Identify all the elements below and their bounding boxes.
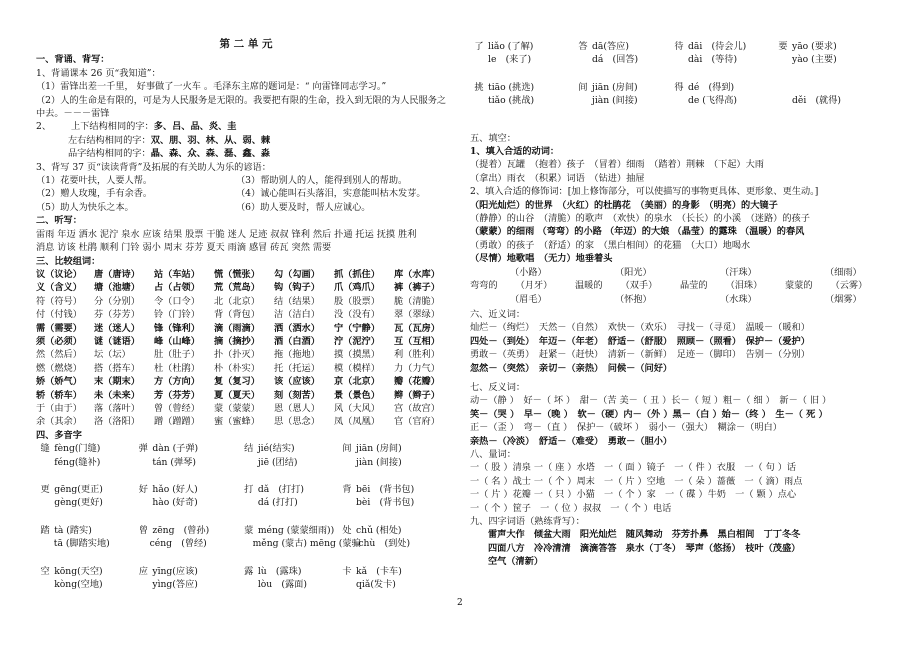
polyphone-char: 了: [474, 41, 484, 52]
compare-cell: 分（分别）: [94, 295, 140, 307]
compare-cell: 翠（翠绿）: [394, 309, 440, 321]
section-compare-heading: 三、比较组词：: [36, 255, 101, 267]
polyphone-char: [338, 578, 356, 591]
polyphone-reading: jiān (房间): [356, 443, 402, 455]
polyphone-char: 打: [244, 484, 254, 495]
polyphone-reading: dá (回答): [592, 54, 639, 66]
polyphone-reading: dǎ (打打): [257, 484, 304, 495]
polyphone-row: [36, 578, 456, 591]
word-grid-cell: （眉毛）: [510, 293, 547, 305]
structure-chars: 双、朋、羽、林、从、弱、棘: [150, 134, 271, 146]
polyphone-reading: měng (蒙古) mēng (蒙骗: [252, 538, 361, 550]
compare-row: [36, 322, 456, 335]
compare-cell: 慌（慌张）: [214, 268, 260, 280]
compare-table: [36, 268, 456, 429]
text-line: （提着）瓦罐 （抱着）孩子 （冒着）细雨 （踏着）荆棘 （下起）大雨: [470, 159, 764, 171]
item-number: 2、: [36, 121, 52, 133]
compare-cell: 泞（泥泞）: [334, 335, 380, 347]
compare-cell: 然（然后）: [36, 349, 82, 361]
right-column: [470, 40, 890, 569]
word-grid-cell: （云雾）: [830, 280, 868, 292]
compare-cell: 方（方向）: [154, 376, 200, 388]
compare-cell: 互（互相）: [394, 335, 440, 347]
compare-cell: 刻（刻苦）: [274, 389, 320, 401]
compare-cell: 于（由于）: [36, 402, 82, 414]
compare-cell: 酒（白酒）: [274, 335, 320, 347]
polyphone-reading: lòu (露面): [257, 579, 307, 591]
polyphone-reading: zēng (曾孙): [152, 524, 210, 536]
polyphone-char: 背: [342, 484, 352, 495]
compare-cell: 扑（扑灭）: [214, 349, 260, 361]
section-measure-heading: 八、量词：: [470, 448, 516, 460]
word-grid-cell: 弯弯的: [470, 280, 498, 292]
compare-row: [36, 268, 456, 281]
compare-cell: 芳（芬芳）: [154, 389, 200, 401]
polyphone-char: [470, 53, 488, 66]
polyphone-reading: tā (脚踏实地): [53, 538, 110, 550]
polyphone-reading: féng(缝补): [54, 456, 101, 468]
compare-cell: 娇（娇气）: [36, 376, 82, 388]
page-number: 2: [457, 598, 463, 608]
left-column: [36, 38, 456, 605]
antonym-line: 正－（歪 ） 弯－（直 ） 保护－（破坏 ） 弱小－（强大） 糊涂－（明白）: [470, 422, 782, 434]
compare-cell: 恩（恩人）: [274, 402, 320, 414]
compare-cell: 没（没有）: [334, 309, 380, 321]
proverb: （6）助人要及时，帮人应诚心。: [236, 201, 371, 213]
polyphone-char: 曾: [138, 524, 148, 536]
compare-cell: 迷（迷人）: [94, 322, 140, 334]
compare-cell: 铃（门铃）: [154, 309, 200, 321]
compare-cell: 瓦（瓦房）: [394, 322, 440, 334]
compare-cell: 风（大风）: [334, 402, 380, 414]
text-line: （1）雷锋出差一千里， 好事做了一火车 。毛泽东主席的题词是：“ 向雷锋同志学习。”: [36, 81, 387, 93]
compare-cell: 模（模样）: [334, 362, 380, 374]
text-line: （静静）的山谷 （清脆）的歌声 （欢快）的泉水 （长长）的小溪 （迷路）的孩子: [470, 213, 810, 225]
compare-cell: 利（胜利）: [394, 349, 440, 361]
compare-cell: 景（景色）: [334, 389, 380, 401]
compare-cell: 唐（唐诗）: [94, 268, 140, 280]
compare-cell: 抓（抓住）: [334, 268, 380, 280]
compare-cell: 义（含义）: [36, 282, 82, 294]
compare-cell: 爪（鸡爪）: [334, 282, 380, 294]
polyphone-char: [774, 81, 792, 94]
proverb-list: [36, 174, 456, 214]
compare-cell: 托（托运）: [274, 362, 320, 374]
polyphone-table-continued: [470, 40, 890, 120]
polyphone-char: 得: [674, 81, 684, 93]
polyphone-reading: dé (得到): [688, 81, 735, 93]
polyphone-char: [774, 94, 792, 107]
text-line: 中去。－－－雷锋: [36, 108, 110, 120]
compare-cell: 力（力气）: [394, 362, 440, 374]
compare-cell: 夏（夏天）: [214, 389, 260, 401]
section-polyphone-heading: 四、多音字: [36, 429, 82, 441]
section-dictation-heading: 二、听写：: [36, 215, 82, 227]
structure-line: [36, 134, 456, 147]
compare-cell: 末（期末）: [94, 376, 140, 388]
compare-cell: 谜（谜语）: [94, 335, 140, 347]
polyphone-char: [36, 456, 54, 469]
polyphone-group: [36, 442, 456, 481]
structure-label: 上下结构相同的字：: [71, 121, 154, 133]
polyphone-char: 露: [244, 565, 254, 577]
compare-row: [36, 375, 456, 388]
modifier-heading: 2、填入合适的修饰词：[加上修饰部分，可以使描写的事物更具体、更形象、更生动。]: [470, 186, 819, 198]
compare-cell: 裤（裤子）: [394, 282, 440, 294]
compare-cell: 落（落叶）: [94, 402, 140, 414]
word-grid-cell: （怀抱）: [615, 293, 652, 305]
compare-cell: 肚（肚子）: [154, 349, 200, 361]
compare-cell: 余（其余）: [36, 416, 82, 428]
polyphone-row: [470, 40, 890, 53]
compare-cell: 瓣（花瓣）: [394, 376, 440, 388]
proverb: （1）花要叶扶，人要人帮。: [36, 175, 153, 187]
compare-cell: 杜（杜鹃）: [154, 362, 200, 374]
polyphone-reading: bèi (背书包): [356, 497, 415, 509]
text-line: （尽情）地歌唱 （无力）地垂着头: [470, 253, 613, 265]
word-grid-cell: （双手）: [620, 280, 658, 292]
polyphone-reading: kǎ (卡车): [356, 565, 402, 577]
compare-cell: 轿（轿车）: [36, 389, 82, 401]
word-grid-row: [470, 279, 890, 292]
polyphone-char: [574, 94, 592, 107]
compare-cell: 峰（山峰）: [154, 335, 200, 347]
polyphone-reading: bēi (背书包): [356, 484, 415, 495]
antonym-line: 笑－（哭 ） 早－（晚 ） 软－（硬）内－（外 ）黑－（白 ）始－（终 ） 生－（ 死 ）: [470, 408, 828, 420]
idiom-line: 空气（清新）: [488, 556, 544, 568]
antonym-line: 动－（静 ） 好－（ 坏 ） 甜－（苦 美－（ 丑 ）长－（ 短 ）粗－（ 细 ） 新－（ 旧 ）: [470, 395, 832, 407]
structure-chars: 多、吕、品、炎、圭: [153, 121, 237, 133]
compare-cell: 洒（洒水）: [274, 322, 320, 334]
polyphone-reading: jiàn (间接): [356, 456, 402, 468]
compare-cell: 背（背包）: [214, 309, 260, 321]
compare-row: [36, 389, 456, 402]
polyphone-reading: tán (弹琴): [152, 456, 196, 468]
polyphone-row: [36, 483, 456, 496]
polyphone-row: [470, 81, 890, 94]
compare-row: [36, 308, 456, 321]
synonym-line: 忽然－（突然） 亲切－（亲热） 问候－（问好）: [470, 362, 673, 374]
polyphone-reading: tiāo (挑选): [488, 81, 535, 93]
polyphone-char: 更: [40, 484, 50, 495]
polyphone-char: 空: [40, 565, 50, 577]
compare-cell: 拖（拖地）: [274, 349, 320, 361]
polyphone-group: [36, 483, 456, 522]
polyphone-row: [470, 53, 890, 66]
polyphone-char: 缝: [40, 443, 50, 455]
polyphone-group: [36, 565, 456, 604]
compare-row: [36, 335, 456, 348]
compare-cell: 结（结果）: [274, 295, 320, 307]
polyphone-reading: [792, 81, 884, 94]
polyphone-reading: qiǎ(发卡): [356, 579, 396, 591]
dictation-line: 消息 访该 杜鹃 顺利 门铃 弱小 周末 芬芳 夏天 雨滴 感冒 砖瓦 突然 需要: [36, 242, 332, 254]
compare-cell: 辫（辫子）: [394, 389, 440, 401]
compare-cell: 宁（宁静）: [334, 322, 380, 334]
polyphone-char: 踏: [40, 524, 50, 536]
polyphone-reading: yào (主要): [792, 54, 837, 66]
polyphone-reading: hǎo (好人): [152, 484, 198, 495]
polyphone-reading: dāi (待会儿): [688, 41, 747, 52]
compare-row: [36, 402, 456, 415]
compare-row: [36, 415, 456, 428]
text-line: （拿出）雨衣 （积累）词语 （钻进）抽屉: [470, 172, 645, 184]
compare-cell: 芬（芬芳）: [94, 309, 140, 321]
polyphone-char: 待: [674, 41, 684, 52]
compare-cell: 北（北京）: [214, 295, 260, 307]
synonym-line: 灿烂－（绚烂） 天然－（自然） 欢快－（欢乐） 寻找－（寻觅） 温暖－（暖和）: [470, 322, 810, 334]
polyphone-row: [36, 442, 456, 455]
polyphone-char: [338, 456, 356, 469]
compare-cell: 符（符号）: [36, 295, 82, 307]
polyphone-reading: tà (踏实): [54, 524, 92, 536]
compare-cell: 未（未来）: [94, 389, 140, 401]
compare-cell: 朴（朴实）: [214, 362, 260, 374]
word-grid-cell: （泪珠）: [725, 280, 763, 292]
polyphone-reading: de (飞得高): [688, 95, 737, 107]
compare-cell: 令（口令）: [154, 295, 200, 307]
compare-cell: 摸（摸黑）: [334, 349, 380, 361]
compare-cell: 曾（曾经）: [154, 402, 200, 414]
polyphone-reading: dài (等待): [688, 54, 738, 66]
polyphone-reading: dàn (子弹): [152, 443, 199, 455]
word-grid-cell: （阳光）: [615, 266, 652, 278]
polyphone-char: [36, 496, 54, 509]
synonym-line: 四处－（到处） 年迈－（年老） 舒适－（舒服） 照顾－（照看） 保护－（爱护）: [470, 335, 810, 347]
polyphone-row: [36, 537, 456, 550]
polyphone-char: [341, 537, 359, 550]
word-grid-cell: （小路）: [510, 266, 547, 278]
polyphone-char: 卡: [342, 565, 352, 577]
compare-cell: 坛（坛）: [94, 349, 131, 361]
compare-cell: 宫（故宫）: [394, 402, 440, 414]
polyphone-group: [470, 40, 890, 79]
polyphone-char: 蒙: [244, 524, 254, 536]
proverb: （3）帮助别人的人，能得到别人的帮助。: [236, 175, 408, 187]
compare-cell: 库（水库）: [394, 268, 440, 280]
compare-cell: 凤（凤凰）: [334, 416, 380, 428]
polyphone-char: [36, 537, 54, 550]
polyphone-reading: kōng(天空): [54, 565, 103, 577]
polyphone-reading: kòng(空地): [54, 579, 103, 591]
section-recite-heading: 一、背诵、背写：: [36, 54, 110, 66]
structure-chars: 晶、森、众、森、磊、鑫、淼: [150, 148, 271, 160]
word-grid-cell: （月牙）: [515, 280, 553, 292]
compare-cell: 洁（洁白）: [274, 309, 320, 321]
polyphone-reading: fèng(门缝): [54, 443, 101, 455]
measure-line: 一（ 股 ）清泉 一（ 座 ）水塔 一（ 面 ）镜子 一（ 件 ）衣服 一（ 句 ）话: [470, 462, 797, 474]
proverb: （4）诚心能叫石头落泪，实意能叫枯木发芽。: [236, 188, 426, 200]
polyphone-char: [134, 578, 152, 591]
text-line: 1、背诵课本 26 页“我知道”：: [36, 67, 161, 79]
polyphone-char: [132, 537, 150, 550]
polyphone-char: 间: [342, 443, 352, 455]
polyphone-reading: jiān (房间): [592, 81, 638, 93]
compare-cell: 摘（摘抄）: [214, 335, 260, 347]
proverb-row: [36, 201, 456, 214]
compare-row: [36, 348, 456, 361]
polyphone-char: [134, 456, 152, 469]
polyphone-char: 挑: [474, 81, 484, 93]
word-grid-row: [470, 266, 890, 279]
word-grid-cell: （汗珠）: [720, 266, 757, 278]
polyphone-char: 结: [244, 443, 254, 455]
compare-cell: 洛（洛阳）: [94, 416, 140, 428]
polyphone-char: 弹: [138, 443, 148, 455]
compare-cell: 占（占领）: [154, 282, 200, 294]
compare-cell: 蒙（蒙蒙）: [214, 402, 260, 414]
polyphone-char: [574, 53, 592, 66]
word-grid-cell: （水珠）: [720, 293, 757, 305]
measure-line: 一（ 片 ）花瓣 一（ 只 ）小猫 一（ 个 ）家 一（ 碟 ）牛奶 一（ 颗 ）点心: [470, 489, 797, 501]
polyphone-char: [240, 578, 258, 591]
section-antonym-heading: 七、反义词：: [470, 381, 526, 393]
proverb: （5）助人为快乐之本。: [36, 201, 134, 213]
compare-cell: 复（复习）: [214, 376, 260, 388]
compare-cell: 勾（勾画）: [274, 268, 320, 280]
compare-cell: 钩（钩子）: [274, 282, 320, 294]
measure-line: 一（ 个 ）筐子 一（ 位 ）叔叔 一（ 个 ）电话: [470, 502, 672, 514]
polyphone-reading: liǎo (了解): [488, 41, 534, 52]
polyphone-char: [338, 496, 356, 509]
polyphone-reading: děi (就得): [792, 95, 841, 107]
polyphone-char: [240, 496, 258, 509]
polyphone-char: 处: [342, 524, 352, 536]
polyphone-reading: lù (露珠): [257, 565, 302, 577]
compare-cell: 滴（雨滴）: [214, 322, 260, 334]
compare-cell: 站（车站）: [154, 268, 200, 280]
polyphone-table: [36, 442, 456, 603]
polyphone-reading: gèng(更好): [54, 497, 103, 509]
polyphone-row: [470, 94, 890, 107]
unit-title: 第 二 单 元: [219, 38, 273, 50]
compare-cell: 脆（清脆）: [394, 295, 440, 307]
section-fill-heading: 五、填空：: [470, 132, 516, 144]
compare-cell: 锋（锋利）: [154, 322, 200, 334]
idiom-line: 雷声大作 倾盆大雨 阳光灿烂 随风舞动 芬芳扑鼻 黑白相间 丁丁冬冬: [488, 529, 801, 541]
polyphone-row: [36, 565, 456, 578]
compare-cell: 付（付钱）: [36, 309, 82, 321]
polyphone-reading: jiē (团结): [257, 456, 298, 468]
compare-cell: 荒（荒岛）: [214, 282, 260, 294]
compare-cell: 需（需要）: [36, 322, 82, 334]
word-grid-cell: 晶莹的: [680, 280, 708, 292]
compare-cell: 蜜（蜜蜂）: [214, 416, 260, 428]
polyphone-reading: gēng(更正): [54, 484, 103, 495]
verb-heading: 1、填入合适的动词：: [470, 146, 560, 158]
text-line: （蒙蒙）的细雨 （弯弯）的小路 （年迈）的大娘 （晶莹）的露珠 （温暖）的春风: [470, 226, 805, 238]
polyphone-char: 答: [578, 41, 588, 52]
text-line: （勇敢）的孩子 （舒适）的家 （黑白相间）的花猫 （大口）地喝水: [470, 239, 751, 251]
section-idiom-heading: 九、四字词语（熟练背写）：: [470, 516, 585, 527]
polyphone-reading: dā(答应): [592, 41, 629, 52]
structure-label: 左右结构相同的字：: [68, 134, 151, 146]
synonym-line: 勇敢－（英勇） 赶紧－（赶快） 清新－（新鲜） 足迹－（脚印） 告别－（分别）: [470, 349, 810, 361]
compare-cell: 须（必须）: [36, 335, 82, 347]
polyphone-char: [134, 496, 152, 509]
proverb: （2）赠人玫瑰，手有余香。: [36, 188, 153, 200]
polyphone-group: [470, 81, 890, 120]
polyphone-char: 要: [778, 41, 788, 52]
polyphone-char: [670, 94, 688, 107]
compare-cell: 搭（搭车）: [94, 362, 140, 374]
polyphone-row: [36, 456, 456, 469]
word-grid-cell: （烟雾）: [825, 293, 862, 305]
polyphone-reading: yāo (要求): [792, 41, 837, 52]
section-synonym-heading: 六、近义词：: [470, 308, 526, 320]
polyphone-char: 好: [138, 484, 148, 495]
compare-cell: 燃（燃烧）: [36, 362, 82, 374]
word-grid-cell: （细雨）: [825, 266, 862, 278]
polyphone-reading: méng (蒙蒙细雨)): [257, 524, 335, 536]
compare-row: [36, 281, 456, 294]
structure-line: [36, 120, 456, 133]
compare-cell: 思（思念）: [274, 416, 320, 428]
polyphone-reading: le (来了): [488, 54, 532, 66]
polyphone-reading: jié(结实): [257, 443, 295, 455]
dictation-line: 雷雨 年迈 洒水 泥泞 泉水 应该 结果 股票 干脆 迷人 足迹 叔叔 锋利 然后 扑通 托运 抚摸 胜利: [36, 228, 417, 240]
compare-cell: 塘（池塘）: [94, 282, 140, 294]
polyphone-group: [36, 524, 456, 563]
polyphone-row: [36, 496, 456, 509]
polyphone-reading: hào (好奇): [152, 497, 198, 509]
polyphone-char: [774, 53, 792, 66]
compare-cell: 京（北京）: [334, 376, 380, 388]
proverb-row: [36, 174, 456, 187]
compare-cell: 股（股票）: [334, 295, 380, 307]
word-grid-cell: 温暖的: [575, 280, 603, 292]
polyphone-char: [235, 537, 253, 550]
compare-cell: 该（应该）: [274, 376, 320, 388]
polyphone-char: [240, 456, 258, 469]
word-grid: [470, 266, 890, 306]
measure-line: 一（ 名 ）战士 一（ 个 ）周末 一（ 片 ）空地 一（ 朵 ）蔷薇 一（ 滴）雨点: [470, 475, 803, 487]
polyphone-reading: dá (打打): [257, 497, 298, 509]
antonym-line: 亲热－（冷淡） 舒适－（难受） 勇敢－（胆小）: [470, 435, 673, 447]
polyphone-reading: yīng(应该): [152, 565, 198, 577]
polyphone-char: 间: [578, 81, 588, 93]
compare-cell: 官（官府）: [394, 416, 440, 428]
word-grid-cell: 蒙蒙的: [785, 280, 813, 292]
text-line: 3、背写 37 页“读读背背”及拓展的有关助人为乐的谚语：: [36, 161, 271, 173]
word-grid-row: [470, 293, 890, 306]
polyphone-row: [36, 524, 456, 537]
polyphone-char: 应: [138, 565, 148, 577]
polyphone-char: [36, 578, 54, 591]
compare-row: [36, 295, 456, 308]
polyphone-reading: céng (曾经): [149, 538, 207, 550]
proverb-row: [36, 187, 456, 200]
polyphone-char: [670, 53, 688, 66]
polyphone-reading: yìng(答应): [152, 579, 198, 591]
structure-line: [36, 147, 456, 160]
text-line: （2）人的生命是有限的，可是为人民服务是无限的。我要把有限的生命，投入到无限的为人民服务之: [36, 94, 447, 106]
polyphone-char: [470, 94, 488, 107]
idiom-line: 四面八方 冷冷清清 滴滴答答 泉水（丁冬） 琴声（悠扬） 枝叶（茂盛）: [488, 542, 801, 554]
structure-label: 品字结构相同的字：: [68, 148, 151, 160]
polyphone-reading: chǔ (相处): [356, 524, 402, 536]
polyphone-reading: jiàn (间接): [592, 95, 638, 107]
compare-row: [36, 362, 456, 375]
compare-cell: 议（议论）: [36, 268, 82, 280]
compare-cell: 蹭（蹭蹭）: [154, 416, 200, 428]
text-line: （阳光灿烂）的世界 （火红）的杜鹃花 （美丽）的身影 （明亮）的大镜子: [470, 199, 778, 211]
polyphone-reading: chù (到处): [358, 538, 411, 550]
polyphone-reading: tiǎo (挑战): [488, 95, 535, 107]
